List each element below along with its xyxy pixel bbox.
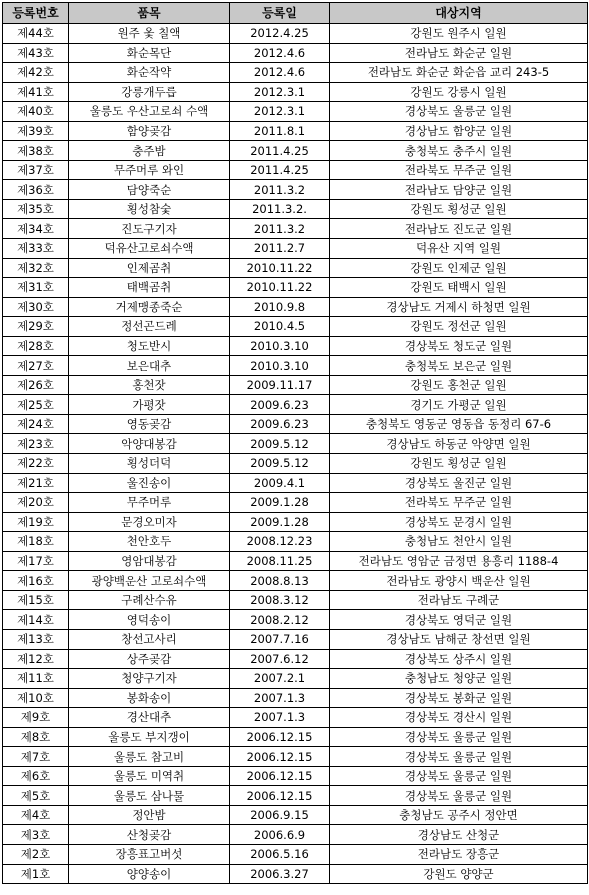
table-row: [3, 551, 588, 571]
table-row: [3, 317, 588, 337]
table-row: [3, 414, 588, 434]
table-row: [3, 375, 588, 395]
cell-reg-date: 2010.11.22: [230, 258, 330, 278]
cell-reg-number: 제19호: [3, 512, 69, 532]
cell-item: 봉화송이: [69, 688, 230, 708]
cell-item: 화순작약: [69, 63, 230, 83]
cell-region: 전라남도 담양군 일원: [330, 180, 588, 200]
table-row: [3, 160, 588, 180]
header-item: 품목: [69, 3, 230, 24]
cell-reg-number: 제44호: [3, 24, 69, 44]
cell-item: 양양송이: [69, 864, 230, 884]
table-body: [3, 24, 588, 884]
cell-item: 영동곶감: [69, 414, 230, 434]
cell-item: 산청곶감: [69, 825, 230, 845]
cell-region: 충청북도 보은군 일원: [330, 356, 588, 376]
cell-reg-date: 2009.1.28: [230, 512, 330, 532]
cell-region: 강원도 원주시 일원: [330, 24, 588, 44]
cell-item: 화순목단: [69, 43, 230, 63]
cell-reg-number: 제14호: [3, 610, 69, 630]
cell-reg-date: 2006.12.15: [230, 747, 330, 767]
cell-reg-number: 제13호: [3, 629, 69, 649]
cell-reg-date: 2011.3.2: [230, 180, 330, 200]
cell-reg-date: 2012.4.6: [230, 43, 330, 63]
cell-reg-number: 제10호: [3, 688, 69, 708]
table-row: [3, 336, 588, 356]
cell-item: 울릉도 부지갱이: [69, 727, 230, 747]
cell-item: 울릉도 우산고로쇠 수액: [69, 102, 230, 122]
cell-reg-date: 2011.3.2.: [230, 199, 330, 219]
cell-reg-date: 2010.11.22: [230, 278, 330, 298]
table-row: [3, 434, 588, 454]
cell-region: 강원도 홍천군 일원: [330, 375, 588, 395]
table-row: [3, 24, 588, 44]
cell-region: 경상북도 울진군 일원: [330, 473, 588, 493]
cell-region: 전라남도 화순군 화순읍 교리 243-5: [330, 63, 588, 83]
table-row: [3, 473, 588, 493]
cell-region: 강원도 횡성군 일원: [330, 454, 588, 474]
header-reg-date: 등록일: [230, 3, 330, 24]
cell-region: 경상북도 영덕군 일원: [330, 610, 588, 630]
cell-region: 경상북도 울릉군 일원: [330, 102, 588, 122]
cell-item: 횡성더덕: [69, 454, 230, 474]
cell-item: 영암대봉감: [69, 551, 230, 571]
cell-region: 경상남도 하동군 악양면 일원: [330, 434, 588, 454]
table-row: [3, 590, 588, 610]
cell-reg-date: 2008.2.12: [230, 610, 330, 630]
table-row: [3, 278, 588, 298]
cell-reg-date: 2009.1.28: [230, 493, 330, 513]
cell-item: 상주곶감: [69, 649, 230, 669]
table-row: [3, 629, 588, 649]
cell-reg-date: 2012.4.25: [230, 24, 330, 44]
cell-reg-number: 제6호: [3, 766, 69, 786]
cell-reg-date: 2009.6.23: [230, 414, 330, 434]
cell-reg-number: 제28호: [3, 336, 69, 356]
cell-reg-number: 제2호: [3, 844, 69, 864]
table-row: [3, 669, 588, 689]
cell-reg-number: 제42호: [3, 63, 69, 83]
cell-region: 경상북도 울릉군 일원: [330, 786, 588, 806]
table-header: [3, 3, 588, 24]
table-row: [3, 297, 588, 317]
table-row: [3, 199, 588, 219]
cell-reg-date: 2006.3.27: [230, 864, 330, 884]
cell-reg-date: 2011.4.25: [230, 160, 330, 180]
cell-item: 홍천잣: [69, 375, 230, 395]
cell-reg-number: 제21호: [3, 473, 69, 493]
cell-item: 영덕송이: [69, 610, 230, 630]
cell-item: 덕유산고로쇠수액: [69, 239, 230, 259]
table-row: [3, 356, 588, 376]
table-row: [3, 121, 588, 141]
cell-reg-number: 제41호: [3, 82, 69, 102]
table-row: [3, 688, 588, 708]
cell-region: 강원도 태백시 일원: [330, 278, 588, 298]
cell-reg-date: 2006.12.15: [230, 786, 330, 806]
table-row: [3, 864, 588, 884]
cell-region: 전라북도 무주군 일원: [330, 493, 588, 513]
cell-item: 충주밤: [69, 141, 230, 161]
cell-reg-number: 제17호: [3, 551, 69, 571]
cell-reg-date: 2006.12.15: [230, 766, 330, 786]
cell-item: 태백곰취: [69, 278, 230, 298]
cell-region: 경상북도 청도군 일원: [330, 336, 588, 356]
cell-region: 강원도 횡성군 일원: [330, 199, 588, 219]
cell-reg-date: 2010.4.5: [230, 317, 330, 337]
table-row: [3, 766, 588, 786]
table-row: [3, 512, 588, 532]
cell-item: 담양죽순: [69, 180, 230, 200]
registry-table: [2, 2, 588, 884]
cell-region: 전라남도 구례군: [330, 590, 588, 610]
cell-region: 전라남도 영암군 금정면 용흥리 1188-4: [330, 551, 588, 571]
cell-reg-date: 2011.4.25: [230, 141, 330, 161]
table-row: [3, 141, 588, 161]
cell-reg-date: 2009.11.17: [230, 375, 330, 395]
cell-reg-number: 제38호: [3, 141, 69, 161]
table-row: [3, 708, 588, 728]
cell-reg-number: 제23호: [3, 434, 69, 454]
cell-region: 전라북도 무주군 일원: [330, 160, 588, 180]
cell-region: 충청남도 천안시 일원: [330, 532, 588, 552]
table-row: [3, 571, 588, 591]
cell-reg-date: 2009.5.12: [230, 454, 330, 474]
cell-reg-number: 제43호: [3, 43, 69, 63]
cell-region: 경상북도 울릉군 일원: [330, 747, 588, 767]
cell-item: 광양백운산 고로쇠수액: [69, 571, 230, 591]
table-row: [3, 844, 588, 864]
cell-reg-date: 2009.5.12: [230, 434, 330, 454]
table-row: [3, 180, 588, 200]
cell-reg-date: 2007.1.3: [230, 708, 330, 728]
cell-reg-date: 2006.12.15: [230, 727, 330, 747]
cell-reg-number: 제3호: [3, 825, 69, 845]
cell-item: 청도반시: [69, 336, 230, 356]
table-row: [3, 610, 588, 630]
cell-item: 함양곶감: [69, 121, 230, 141]
cell-reg-number: 제4호: [3, 805, 69, 825]
cell-reg-number: 제25호: [3, 395, 69, 415]
cell-item: 인제곰취: [69, 258, 230, 278]
cell-reg-number: 제29호: [3, 317, 69, 337]
cell-reg-number: 제1호: [3, 864, 69, 884]
cell-reg-number: 제30호: [3, 297, 69, 317]
table-row: [3, 825, 588, 845]
cell-reg-date: 2009.6.23: [230, 395, 330, 415]
table-row: [3, 43, 588, 63]
cell-reg-number: 제32호: [3, 258, 69, 278]
cell-item: 거제맹종죽순: [69, 297, 230, 317]
cell-reg-date: 2008.12.23: [230, 532, 330, 552]
cell-item: 진도구기자: [69, 219, 230, 239]
table-row: [3, 493, 588, 513]
cell-reg-number: 제24호: [3, 414, 69, 434]
cell-reg-date: 2007.6.12: [230, 649, 330, 669]
cell-reg-number: 제18호: [3, 532, 69, 552]
cell-reg-date: 2012.3.1: [230, 102, 330, 122]
table-row: [3, 805, 588, 825]
cell-region: 경상남도 남해군 창선면 일원: [330, 629, 588, 649]
cell-region: 강원도 강릉시 일원: [330, 82, 588, 102]
cell-reg-date: 2011.8.1: [230, 121, 330, 141]
cell-item: 울릉도 미역취: [69, 766, 230, 786]
cell-item: 울진송이: [69, 473, 230, 493]
cell-reg-date: 2012.4.6: [230, 63, 330, 83]
table-row: [3, 727, 588, 747]
cell-item: 강릉개두릅: [69, 82, 230, 102]
cell-reg-number: 제9호: [3, 708, 69, 728]
cell-region: 경상북도 울릉군 일원: [330, 727, 588, 747]
cell-item: 정안밤: [69, 805, 230, 825]
cell-reg-number: 제37호: [3, 160, 69, 180]
table-row: [3, 63, 588, 83]
cell-region: 경상남도 함양군 일원: [330, 121, 588, 141]
table-row: [3, 102, 588, 122]
cell-item: 울릉도 삼나물: [69, 786, 230, 806]
cell-item: 창선고사리: [69, 629, 230, 649]
cell-region: 전라남도 장흥군: [330, 844, 588, 864]
header-region: 대상지역: [330, 3, 588, 24]
cell-item: 문경오미자: [69, 512, 230, 532]
cell-reg-date: 2011.2.7: [230, 239, 330, 259]
cell-reg-number: 제7호: [3, 747, 69, 767]
cell-region: 경상북도 경산시 일원: [330, 708, 588, 728]
cell-reg-date: 2006.6.9: [230, 825, 330, 845]
cell-reg-number: 제20호: [3, 493, 69, 513]
cell-reg-number: 제36호: [3, 180, 69, 200]
cell-reg-number: 제5호: [3, 786, 69, 806]
cell-reg-number: 제15호: [3, 590, 69, 610]
cell-reg-date: 2010.9.8: [230, 297, 330, 317]
table-row: [3, 219, 588, 239]
cell-region: 전라남도 진도군 일원: [330, 219, 588, 239]
table-row: [3, 258, 588, 278]
cell-item: 원주 옻 칠액: [69, 24, 230, 44]
cell-reg-date: 2008.3.12: [230, 590, 330, 610]
cell-item: 무주머루: [69, 493, 230, 513]
cell-region: 충청북도 충주시 일원: [330, 141, 588, 161]
cell-reg-date: 2007.2.1: [230, 669, 330, 689]
cell-item: 악양대봉감: [69, 434, 230, 454]
cell-region: 덕유산 지역 일원: [330, 239, 588, 259]
table-row: [3, 747, 588, 767]
cell-reg-number: 제22호: [3, 454, 69, 474]
cell-region: 강원도 양양군: [330, 864, 588, 884]
cell-region: 경기도 가평군 일원: [330, 395, 588, 415]
cell-reg-date: 2008.11.25: [230, 551, 330, 571]
cell-item: 천안호두: [69, 532, 230, 552]
table-row: [3, 649, 588, 669]
cell-region: 경상북도 울릉군 일원: [330, 766, 588, 786]
cell-reg-date: 2006.5.16: [230, 844, 330, 864]
table-row: [3, 82, 588, 102]
cell-reg-date: 2012.3.1: [230, 82, 330, 102]
cell-reg-number: 제8호: [3, 727, 69, 747]
cell-reg-number: 제34호: [3, 219, 69, 239]
table-row: [3, 786, 588, 806]
table-row: [3, 454, 588, 474]
cell-reg-date: 2008.8.13: [230, 571, 330, 591]
cell-region: 충청북도 영동군 영동읍 동정리 67-6: [330, 414, 588, 434]
cell-region: 충청남도 청양군 일원: [330, 669, 588, 689]
cell-region: 경상북도 봉화군 일원: [330, 688, 588, 708]
table-row: [3, 239, 588, 259]
cell-item: 울릉도 참고비: [69, 747, 230, 767]
cell-reg-number: 제16호: [3, 571, 69, 591]
cell-region: 충청남도 공주시 정안면: [330, 805, 588, 825]
cell-reg-date: 2006.9.15: [230, 805, 330, 825]
cell-reg-number: 제31호: [3, 278, 69, 298]
cell-reg-number: 제12호: [3, 649, 69, 669]
table-row: [3, 532, 588, 552]
cell-item: 횡성참숯: [69, 199, 230, 219]
cell-region: 강원도 인제군 일원: [330, 258, 588, 278]
cell-reg-date: 2010.3.10: [230, 336, 330, 356]
cell-item: 구례산수유: [69, 590, 230, 610]
cell-region: 전라남도 화순군 일원: [330, 43, 588, 63]
cell-reg-date: 2007.7.16: [230, 629, 330, 649]
registry-table-container: [2, 2, 588, 884]
cell-region: 경상남도 산청군: [330, 825, 588, 845]
cell-item: 보은대추: [69, 356, 230, 376]
cell-reg-number: 제27호: [3, 356, 69, 376]
cell-reg-number: 제33호: [3, 239, 69, 259]
cell-reg-number: 제39호: [3, 121, 69, 141]
cell-reg-number: 제35호: [3, 199, 69, 219]
cell-reg-number: 제40호: [3, 102, 69, 122]
cell-item: 청양구기자: [69, 669, 230, 689]
cell-reg-number: 제26호: [3, 375, 69, 395]
cell-reg-date: 2011.3.2: [230, 219, 330, 239]
cell-region: 전라남도 광양시 백운산 일원: [330, 571, 588, 591]
cell-item: 정선곤드레: [69, 317, 230, 337]
cell-region: 강원도 정선군 일원: [330, 317, 588, 337]
cell-reg-date: 2010.3.10: [230, 356, 330, 376]
cell-item: 가평잣: [69, 395, 230, 415]
header-row: [3, 3, 588, 24]
cell-item: 무주머루 와인: [69, 160, 230, 180]
cell-region: 경상남도 거제시 하청면 일원: [330, 297, 588, 317]
cell-region: 경상북도 문경시 일원: [330, 512, 588, 532]
header-reg-number: 등록번호: [3, 3, 69, 24]
table-row: [3, 395, 588, 415]
cell-item: 장흥표고버섯: [69, 844, 230, 864]
cell-item: 경산대추: [69, 708, 230, 728]
cell-reg-number: 제11호: [3, 669, 69, 689]
cell-reg-date: 2007.1.3: [230, 688, 330, 708]
cell-region: 경상북도 상주시 일원: [330, 649, 588, 669]
cell-reg-date: 2009.4.1: [230, 473, 330, 493]
